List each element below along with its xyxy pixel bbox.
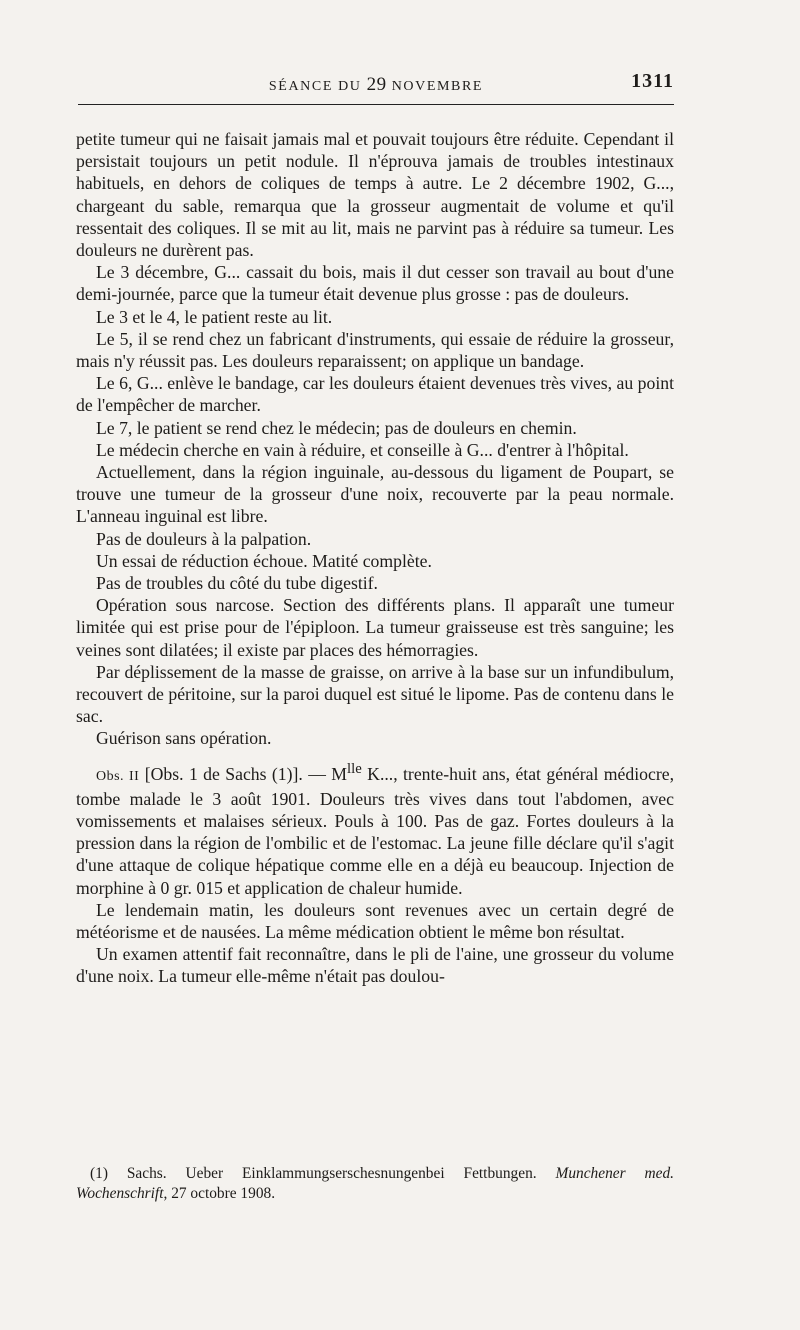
paragraph: Le 5, il se rend chez un fabricant d'instruments, qui essaie de réduire la grosseur, mais n'y réussit pas. Les douleurs reparaissent; on applique un bandage. xyxy=(76,328,674,372)
footnote xyxy=(76,1164,674,1204)
footnote-marker: (1) xyxy=(90,1165,108,1182)
paragraph: Pas de douleurs à la palpation. xyxy=(96,528,312,549)
body-text xyxy=(76,128,674,988)
footnote-text xyxy=(76,1164,674,1204)
header-title-day: 29 xyxy=(366,74,387,95)
footnote-journal: Munchener med. Wochenschrift xyxy=(76,1165,674,1202)
paragraph: Le lendemain matin, les douleurs sont revenues avec un certain degré de météorisme et de nausées. La même médication obtient le même bon résultat. xyxy=(76,899,674,942)
header-title-month: NOVEMBRE xyxy=(391,79,484,94)
header-title-prefix: SÉANCE DU xyxy=(268,79,362,94)
observation-text: K..., trente-huit ans, état général médiocre, tombe malade le 3 août 1901. Douleurs très vives dans tout l'abdomen, avec vomissements et malaises sérieux. Pouls à 100. Pas de gaz. Fortes douleurs à la pression dans la région de l'ombilic et de l'estomac. La jeune fille déclare qu'il s'agit d'une attaque de colique hépatique comme elle en a déjà eu beaucoup. Injection de morphine à 0 gr. 015 et application de chaleur humide. xyxy=(76,763,675,898)
observation-label: Obs. II xyxy=(96,768,140,784)
paragraph: Un essai de réduction échoue. Matité complète. xyxy=(96,550,432,571)
running-header xyxy=(78,68,674,96)
paragraph: Par déplissement de la masse de graisse, on arrive à la base sur un infundibulum, recouvert de péritoine, sur la paroi duquel est situé le lipome. Pas de contenu dans le sac. xyxy=(76,661,674,727)
paragraph: Le 6, G... enlève le bandage, car les douleurs étaient devenues très vives, au point de l'empêcher de marcher. xyxy=(76,373,674,416)
paragraph: Le 3 décembre, G... cassait du bois, mais il dut cesser son travail au bout d'une demi-journée, parce que la tumeur était devenue plus grosse : pas de douleurs. xyxy=(76,262,674,305)
footnote-date: , 27 octobre 1908. xyxy=(163,1185,276,1202)
paragraph: Un examen attentif fait reconnaître, dans le pli de l'aine, une grosseur du volume d'une noix. La tumeur elle-même n'était pas doulou- xyxy=(76,944,674,987)
header-title xyxy=(78,74,674,96)
paragraph: Le 7, le patient se rend chez le médecin; pas de douleurs en chemin. xyxy=(96,417,577,438)
header-rule xyxy=(78,104,674,105)
paragraph: Le médecin cherche en vain à réduire, et conseille à G... d'entrer à l'hôpital. xyxy=(96,439,629,460)
paragraph: Actuellement, dans la région inguinale, au-dessous du ligament de Poupart, se trouve une tumeur de la grosseur d'une noix, recouverte par la peau normale. L'anneau inguinal est libre. xyxy=(76,462,674,527)
observation-mlle-superscript: lle xyxy=(347,760,362,777)
paragraph: Opération sous narcose. Section des différents plans. Il apparaît une tumeur limitée qui est prise pour de l'épiploon. La tumeur graisseuse est très sanguine; les veines sont dilatées; il existe par places des hémorragies. xyxy=(76,595,674,660)
paragraph: Guérison sans opération. xyxy=(96,728,272,749)
footnote-body: Sachs. Ueber Einklammungserschesnungenbei Fettbungen. xyxy=(107,1165,556,1182)
paragraph: Le 3 et le 4, le patient reste au lit. xyxy=(96,306,333,327)
observation-reference: [Obs. 1 de Sachs (1)]. — M xyxy=(144,763,348,784)
observation-paragraph xyxy=(76,758,674,899)
paragraph: Pas de troubles du côté du tube digestif. xyxy=(96,573,378,594)
paragraph: petite tumeur qui ne faisait jamais mal et pouvait toujours être réduite. Cependant il persistait toujours un petit nodule. Il n'éprouva jamais de troubles intestinaux habituels, en dehors de coliques de temps à autre. Le 2 décembre 1902, G..., chargeant du sable, remarqua que la grosseur augmentait de volume et qu'il ressentait des coliques. Il se mit au lit, mais ne parvint pas à réduire sa tumeur. Les douleurs ne durèrent pas. xyxy=(76,129,674,261)
page-number: 1311 xyxy=(631,70,674,92)
